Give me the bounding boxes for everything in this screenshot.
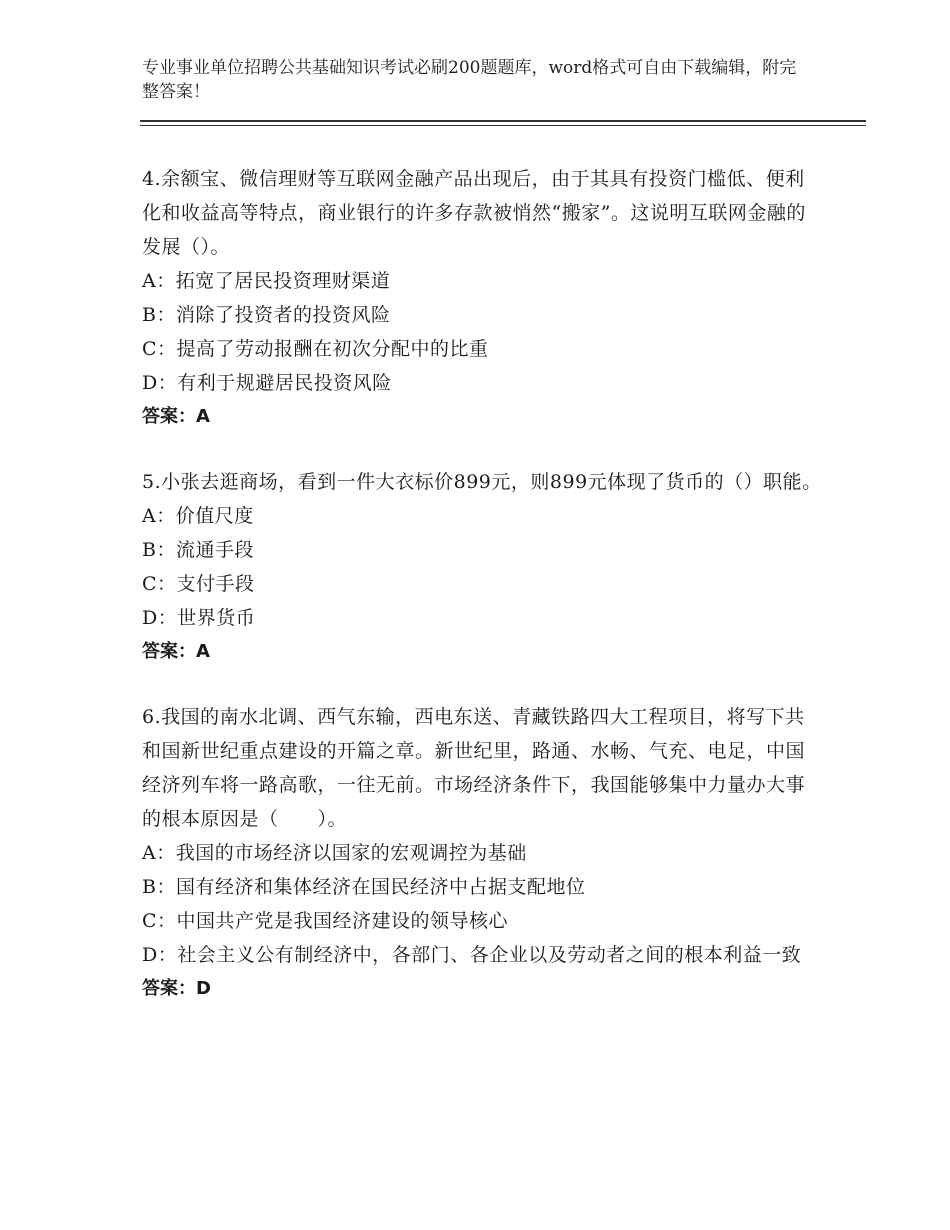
answer-line: 答案：A <box>142 406 210 427</box>
question-list <box>142 162 822 1037</box>
option-a: A：我国的市场经济以国家的宏观调控为基础 <box>142 842 527 864</box>
option-c: C：提高了劳动报酬在初次分配中的比重 <box>142 338 489 360</box>
question-stem: 4.余额宝、微信理财等互联网金融产品出现后，由于其具有投资门槛低、便利化和收益高等特点，商业银行的许多存款被悄然“搬家”。这说明互联网金融的发展（）。 <box>142 168 806 258</box>
question-4 <box>142 162 822 434</box>
header-divider-thick <box>140 120 866 122</box>
document-header: 专业事业单位招聘公共基础知识考试必刷200题题库，word格式可自由下载编辑，附完整答案！ <box>142 58 797 102</box>
header-divider-thin <box>140 125 866 126</box>
option-a: A：拓宽了居民投资理财渠道 <box>142 270 391 292</box>
option-b: B：流通手段 <box>142 539 254 561</box>
answer-line: 答案：A <box>142 641 210 662</box>
option-c: C：中国共产党是我国经济建设的领导核心 <box>142 910 509 932</box>
question-6 <box>142 700 822 1006</box>
question-stem: 6.我国的南水北调、西气东输，西电东送、青藏铁路四大工程项目，将写下共和国新世纪重点建设的开篇之章。新世纪里，路通、水畅、气充、电足，中国经济列车将一路高歌，一往无前。市场经济条件下，我国能够集中力量办大事的根本原因是（ ）。 <box>142 706 806 830</box>
question-stem: 5.小张去逛商场，看到一件大衣标价899元，则899元体现了货币的（）职能。 <box>142 471 822 493</box>
option-d: D：世界货币 <box>142 607 256 629</box>
option-c: C：支付手段 <box>142 573 255 595</box>
option-a: A：价值尺度 <box>142 505 254 527</box>
answer-line: 答案：D <box>142 978 211 999</box>
option-b: B：消除了投资者的投资风险 <box>142 304 391 326</box>
option-d: D：有利于规避居民投资风险 <box>142 372 392 394</box>
option-d: D：社会主义公有制经济中，各部门、各企业以及劳动者之间的根本利益一致 <box>142 944 802 966</box>
option-b: B：国有经济和集体经济在国民经济中占据支配地位 <box>142 876 586 898</box>
question-5 <box>142 465 822 669</box>
